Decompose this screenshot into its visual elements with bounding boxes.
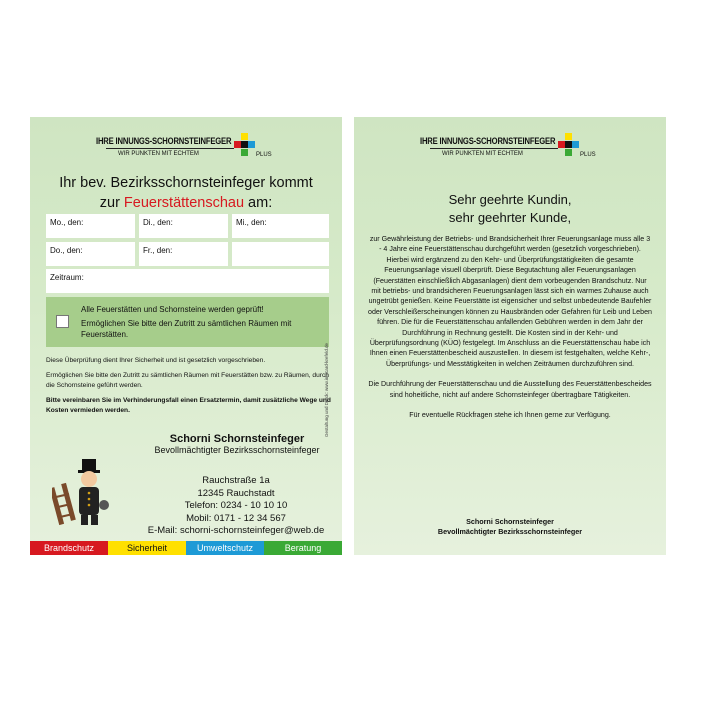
headline-pre: zur bbox=[99, 195, 124, 211]
email-address: E-Mail: schorni-schornsteinfeger@web.de bbox=[147, 525, 325, 536]
body-paragraph-3: Für eventuelle Rückfragen stehe ich Ihnen gerne zur Verfügung. bbox=[409, 411, 611, 420]
body-paragraph-1: zur Gewährleistung der Betriebs- und Brandsicherheit Ihrer Feuerungsanlage muss alle 3 - 4 Jahre eine Feuerstättenschau durchgeführt werden (gesetzlich vorgeschrieben). Hierbei wird ergänzend zu den Kehr- und Überprüfungstätigkeiten die gesamte Feuerungsanlage visuell überprüft. Diese Begutachtung aller Feuerungsanlagen (Feuerstätten einschließlich Abgasanlagen) dient dem vorbeugenden Brandschutz. Nur mit betriebs- und brandsicheren Feuerungsanlagen lässt sich ein warmes Zuhause auch ungetrübt genießen. Keine Feuerstätte ist eigensicher und selbst unbedeutende Baufehler oder Verschleißerscheinungen können zu Hausbränden oder Gefahren für Leib und Leben führen. Die für die Feuerstättenschau anfallenden Gebühren werden in dem Jahr der Durchführung in Rechnung gestellt. Die Kosten sind in der Kehr- und Überprüfungsordnung (KÜO) festgelegt. Im Anschluss an die Feuerstättenschau habe ich Ihnen einen Feuerstättenbescheid auszustellen. In diesem ist festgehalten, welche Kehr-, Überprüfungs- und Messtätigkeiten in welchen Zeiträumen durchzuführen sind. bbox=[368, 235, 652, 368]
contact-block bbox=[126, 475, 346, 538]
info-safety: Diese Überprüfung dient Ihrer Sicherheit und ist gesetzlich vorgeschrieben. bbox=[46, 357, 266, 364]
logo-divider bbox=[430, 148, 558, 149]
signature bbox=[354, 517, 666, 537]
logo-subtitle: WIR PUNKTEN MIT ECHTEM bbox=[442, 151, 523, 157]
company-name: Schorni Schornsteinfeger bbox=[169, 433, 305, 445]
chimney-sweep-illustration bbox=[52, 457, 114, 527]
footer-brandschutz: Brandschutz bbox=[30, 541, 108, 555]
signature-title: Bevollmächtigter Bezirksschornsteinfeger bbox=[437, 527, 583, 536]
logo-plus: PLUS bbox=[580, 152, 596, 158]
greeting-line1: Sehr geehrte Kundin, bbox=[448, 192, 572, 207]
date-field-tuesday[interactable]: Di., den: bbox=[139, 214, 228, 238]
info-access: Ermöglichen Sie bitte den Zutritt zu sämtlichen Räumen mit Feuerstätten bzw. zu Räumen, durch die Schornsteine geführt werden. bbox=[46, 372, 329, 389]
print-credit: Gestaltung und Druck: www.infocard-krefeld.de bbox=[324, 342, 329, 437]
innungs-logo bbox=[96, 133, 286, 173]
logo-title: IHRE INNUNGS-SCHORNSTEINFEGER bbox=[420, 136, 556, 146]
logo-divider bbox=[106, 148, 234, 149]
footer-beratung: Beratung bbox=[264, 541, 342, 555]
date-field-thursday[interactable]: Do., den: bbox=[46, 242, 135, 266]
notice-box bbox=[46, 297, 329, 347]
greeting-line2: sehr geehrter Kunde, bbox=[448, 210, 572, 225]
notice-heading: Alle Feuerstätten und Schornsteine werden geprüft! bbox=[81, 305, 264, 314]
address-street: Rauchstraße 1a bbox=[202, 475, 270, 486]
footer-umweltschutz: Umweltschutz bbox=[186, 541, 264, 555]
headline-highlight: Feuerstättenschau bbox=[123, 195, 245, 211]
headline-line2 bbox=[30, 193, 342, 213]
footer-bar bbox=[30, 541, 342, 555]
headline bbox=[30, 173, 342, 213]
front-card bbox=[30, 117, 342, 555]
letter-body bbox=[368, 234, 652, 421]
address-city: 12345 Rauchstadt bbox=[197, 487, 275, 499]
footer-sicherheit: Sicherheit bbox=[108, 541, 186, 555]
date-field-extra[interactable] bbox=[232, 242, 329, 266]
back-card bbox=[354, 117, 666, 555]
date-field-monday[interactable]: Mo., den: bbox=[46, 214, 135, 238]
color-cross-icon bbox=[558, 133, 580, 157]
mobile-number: Mobil: 0171 - 12 34 567 bbox=[186, 512, 286, 524]
color-cross-icon bbox=[234, 133, 256, 157]
company-title: Bevollmächtigter Bezirksschornsteinfeger bbox=[154, 445, 320, 455]
headline-line1: Ihr bev. Bezirksschornsteinfeger kommt bbox=[59, 175, 313, 191]
notice-text: Ermöglichen Sie bitte den Zutritt zu sämtlichen Räumen mit Feuerstätten. bbox=[81, 319, 292, 339]
body-paragraph-2: Die Durchführung der Feuerstättenschau und die Ausstellung des Feuerstättenbescheides sind hoheitliche, nicht auf andere Schornsteinfeger übertragbare Tätigkeiten. bbox=[368, 380, 652, 399]
info-reschedule: Bitte vereinbaren Sie im Verhinderungsfall einen Ersatztermin, damit zusätzliche Wege und Kosten vermieden werden. bbox=[46, 397, 331, 414]
greeting bbox=[354, 191, 666, 227]
logo-plus: PLUS bbox=[256, 152, 272, 158]
innungs-logo bbox=[420, 133, 610, 173]
headline-post: am: bbox=[244, 195, 273, 211]
signature-name: Schorni Schornsteinfeger bbox=[466, 517, 554, 526]
logo-subtitle: WIR PUNKTEN MIT ECHTEM bbox=[118, 151, 199, 157]
phone-number: Telefon: 0234 - 10 10 10 bbox=[184, 500, 288, 511]
company-block bbox=[142, 433, 332, 455]
notice-checkbox[interactable] bbox=[56, 315, 69, 328]
date-field-wednesday[interactable]: Mi., den: bbox=[232, 214, 329, 238]
timeframe-field[interactable]: Zeitraum: bbox=[46, 269, 329, 293]
date-field-friday[interactable]: Fr., den: bbox=[139, 242, 228, 266]
logo-title: IHRE INNUNGS-SCHORNSTEINFEGER bbox=[96, 136, 232, 146]
